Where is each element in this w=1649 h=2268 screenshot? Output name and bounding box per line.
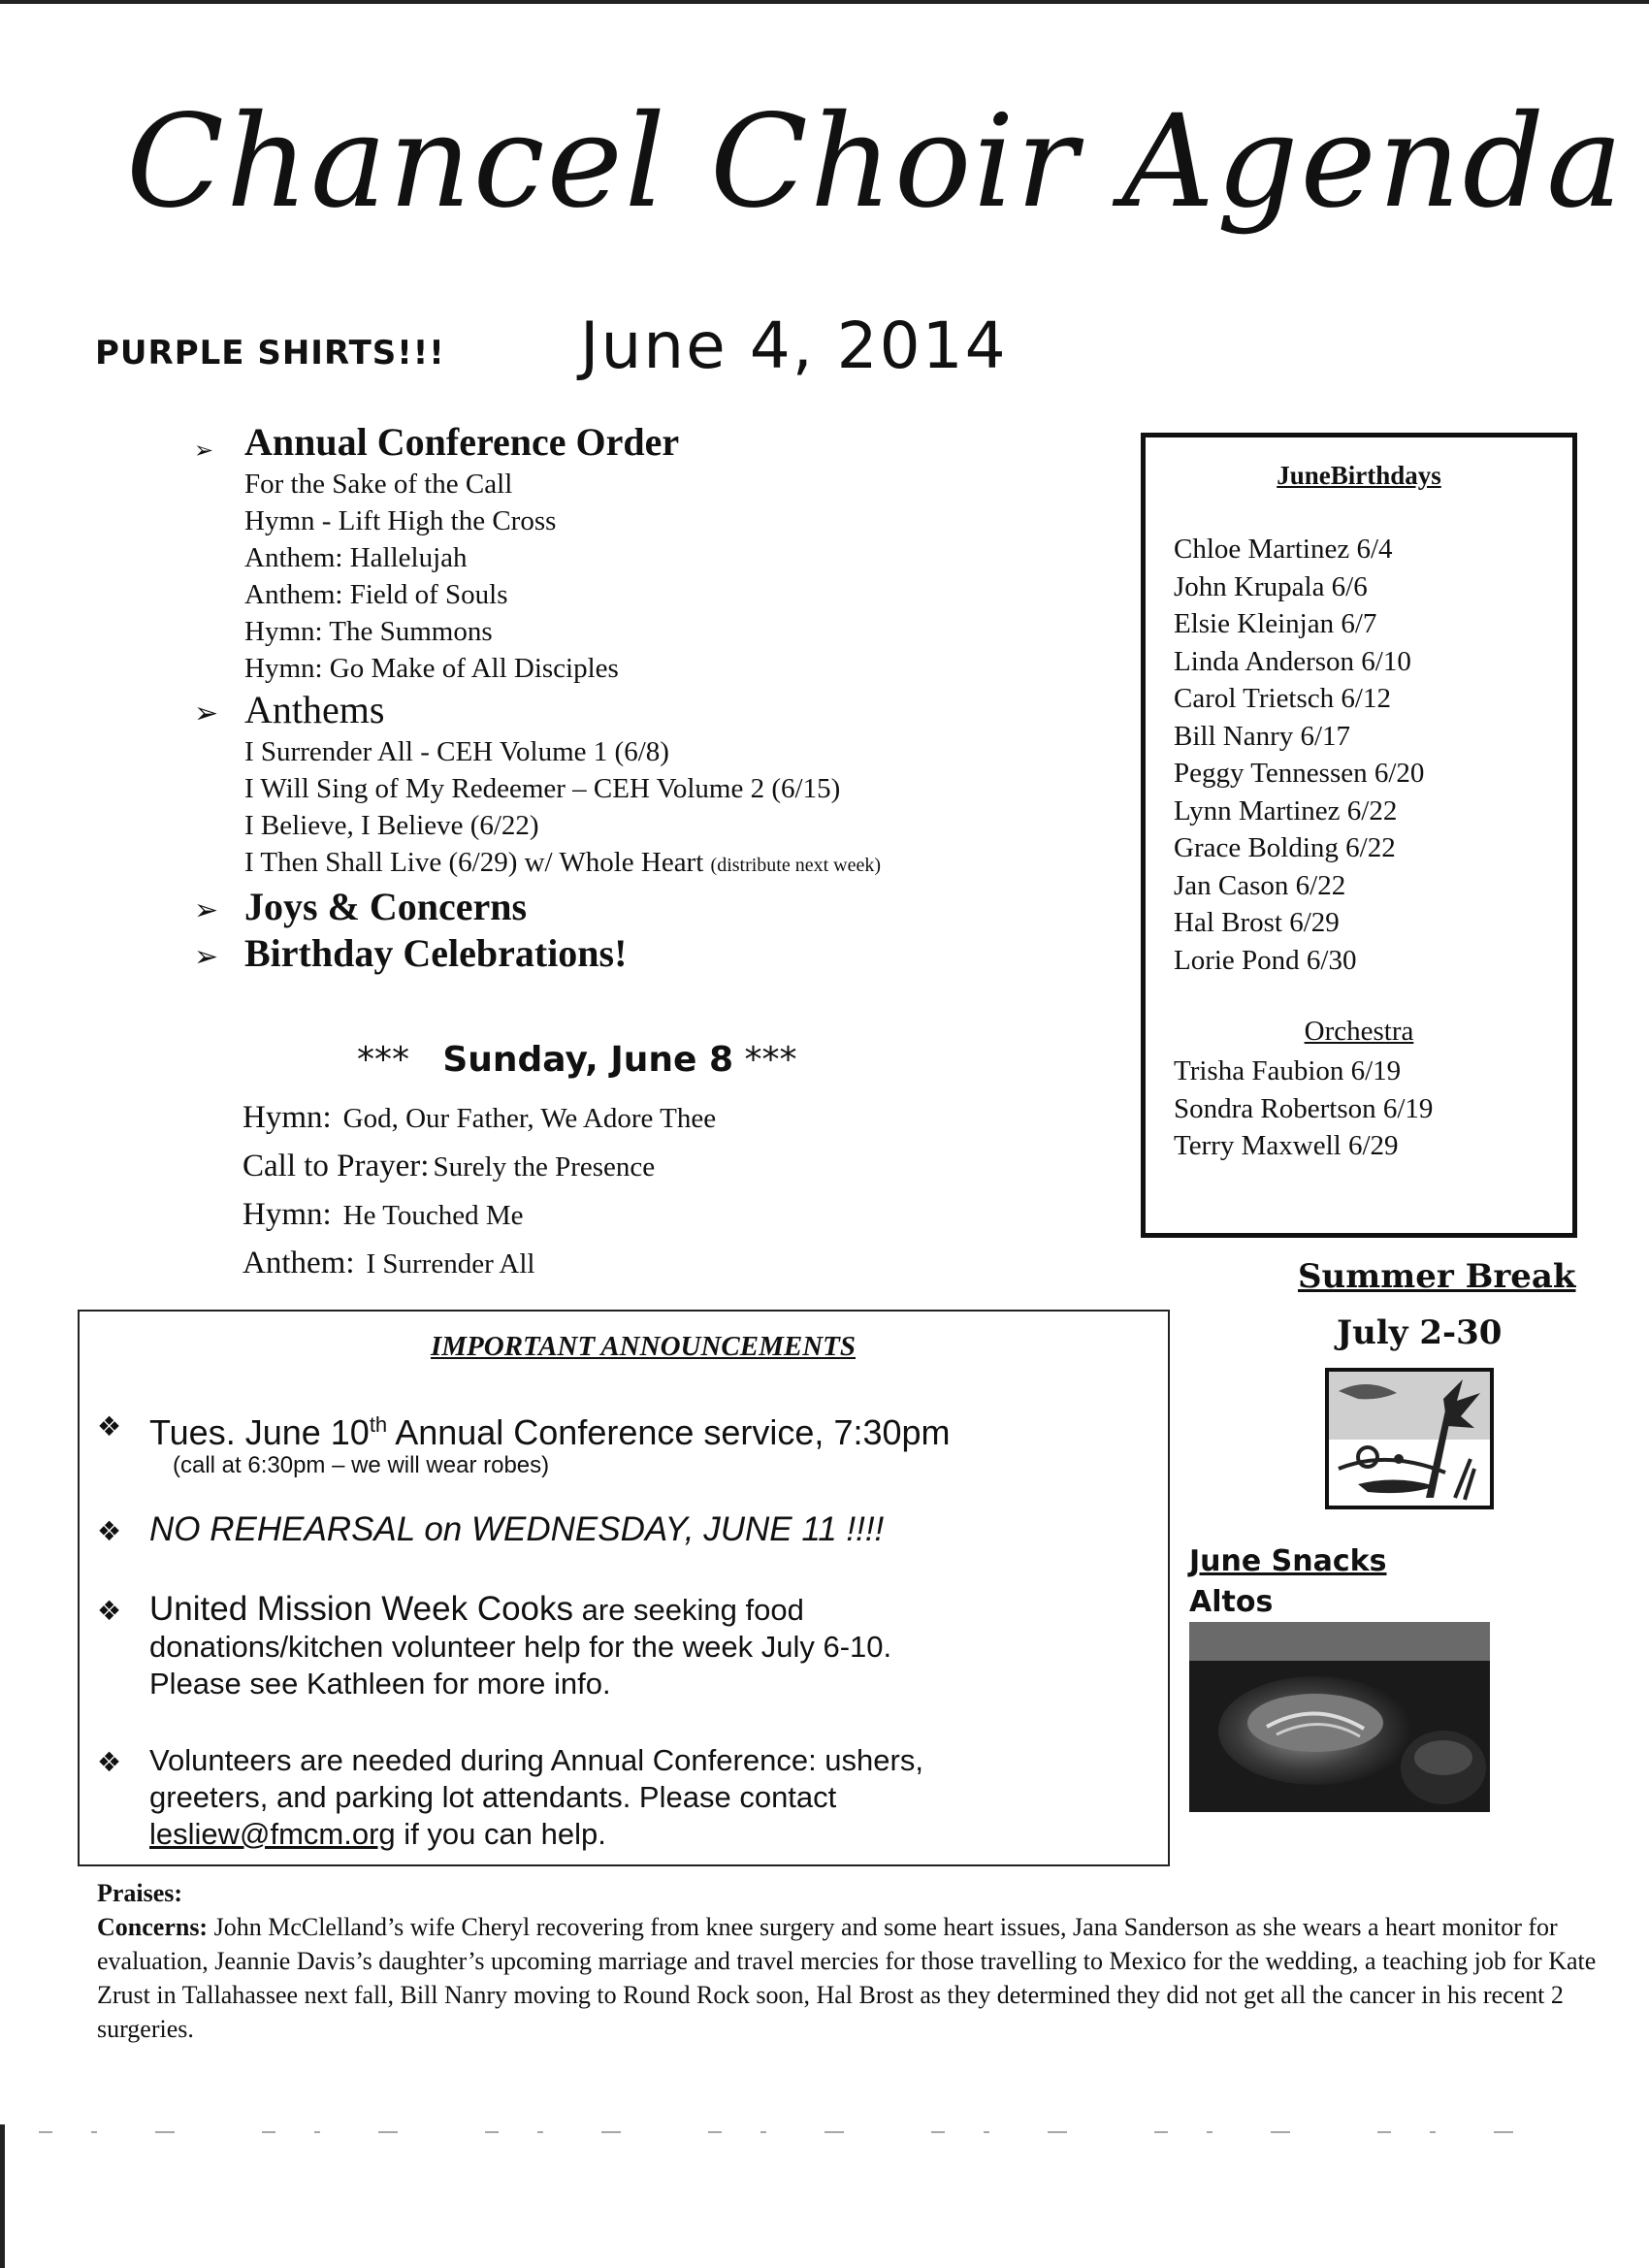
joys-heading: ➢ Joys & Concerns (194, 884, 1125, 930)
anthems-list (194, 733, 1125, 884)
list-item: Bill Nanry 6/17 (1174, 720, 1351, 752)
announcement-item: ❖ United Mission Week Cooks are seeking food donations/kitchen volunteer help for the week July 6-10. Please see Kathleen for more info. (97, 1590, 892, 1701)
birthdays-box (1141, 433, 1577, 1238)
list-item: Carol Trietsch 6/12 (1174, 683, 1391, 714)
sunday-heading: *** Sunday, June 8 *** (357, 1040, 797, 1080)
diamond-bullet-icon: ❖ (97, 1595, 122, 1627)
list-item: I Will Sing of My Redeemer – CEH Volume 2 (6/15) (244, 773, 841, 804)
sunday-order (242, 1096, 716, 1290)
arrow-bullet-icon: ➢ (194, 940, 219, 974)
distribution-note: (distribute next week) (710, 855, 882, 876)
conference-heading: ➢ Annual Conference Order (194, 419, 1125, 466)
snacks-assignee: Altos (1189, 1585, 1274, 1619)
birthdays-title: JuneBirthdays (1277, 461, 1441, 490)
sunday-row: Hymn: He Touched Me (242, 1197, 524, 1232)
list-item: Peggy Tennessen 6/20 (1174, 758, 1425, 789)
page-title: Chancel Choir Agenda (126, 87, 1625, 237)
arrow-bullet-icon: ➢ (194, 437, 214, 464)
scan-noise-line (39, 2130, 1581, 2134)
scan-edge-top (0, 0, 1649, 4)
list-item: Lorie Pond 6/30 (1174, 944, 1357, 976)
conference-list (194, 466, 1125, 687)
sunday-row: Anthem: I Surrender All (242, 1246, 535, 1280)
birthdays-list (1174, 531, 1424, 979)
announcement-item: ❖ NO REHEARSAL on WEDNESDAY, JUNE 11 !!!! (97, 1510, 885, 1548)
list-item: Grace Bolding 6/22 (1174, 832, 1396, 863)
list-item: Jan Cason 6/22 (1174, 869, 1346, 901)
birthday-celebrations-heading: ➢ Birthday Celebrations! (194, 930, 1125, 977)
list-item: Hymn - Lift High the Cross (244, 505, 557, 536)
list-item: Chloe Martinez 6/4 (1174, 534, 1393, 565)
list-item: Terry Maxwell 6/29 (1174, 1130, 1399, 1161)
list-item: Hymn: Go Make of All Disciples (244, 653, 619, 684)
orchestra-heading: Orchestra (1304, 1016, 1414, 1047)
sunday-row: Call to Prayer: Surely the Presence (242, 1149, 656, 1183)
announcements-title: IMPORTANT ANNOUNCEMENTS (430, 1331, 857, 1362)
summer-break-title: Summer Break (1298, 1257, 1576, 1296)
arrow-bullet-icon: ➢ (194, 893, 219, 927)
list-item: John Krupala 6/6 (1174, 570, 1368, 602)
list-item: Sondra Robertson 6/19 (1174, 1092, 1434, 1124)
concerns-paragraph: Concerns: John McClelland’s wife Cheryl recovering from knee surgery and some heart issues, Jana Sanderson as she wears a heart monitor for evaluation, Jeannie Davis’s daughter’s upcoming marriage and travel mercies for those travelling to Mexico for the wedding, a teaching job for Kate Zrust in Tallahassee next fall, Bill Nanry moving to Round Rock soon, Hal Brost as they determined they did not get all the cancer in his recent 2 surgeries. (97, 1913, 1597, 2043)
concerns-label: Concerns: (97, 1913, 209, 1941)
list-item: I Surrender All - CEH Volume 1 (6/8) (244, 736, 669, 767)
list-item: Anthem: Hallelujah (244, 542, 468, 573)
agenda (194, 419, 1125, 977)
list-item: Hymn: The Summons (244, 616, 493, 647)
prayer-section (97, 1876, 1610, 2046)
announcement-item: ❖ Tues. June 10th Annual Conference service, 7:30pm (call at 6:30pm – we will wear robes) (149, 1407, 1158, 1480)
arrow-bullet-icon: ➢ (194, 697, 219, 730)
list-item: Lynn Martinez 6/22 (1174, 794, 1398, 826)
diamond-bullet-icon: ❖ (97, 1515, 122, 1547)
anthems-heading: ➢ Anthems (194, 687, 1125, 733)
list-item: Linda Anderson 6/10 (1174, 645, 1411, 677)
meeting-date: June 4, 2014 (580, 308, 1008, 383)
announcement-subnote: (call at 6:30pm – we will wear robes) (173, 1452, 550, 1478)
list-item: Trisha Faubion 6/19 (1174, 1055, 1402, 1086)
diamond-bullet-icon: ❖ (97, 1746, 122, 1778)
list-item: Anthem: Field of Souls (244, 579, 508, 610)
announcements-box (78, 1310, 1170, 1866)
list-item: Hal Brost 6/29 (1174, 907, 1340, 938)
snacks-title: June Snacks (1189, 1544, 1387, 1578)
list-item: Elsie Kleinjan 6/7 (1174, 608, 1377, 639)
scan-edge-left (0, 2124, 5, 2268)
beach-clipart-icon (1325, 1368, 1494, 1509)
list-item: For the Sake of the Call (244, 469, 513, 500)
snack-food-photo (1189, 1622, 1490, 1812)
praises-label: Praises: (97, 1879, 183, 1907)
shirts-note: PURPLE SHIRTS!!! (95, 334, 445, 373)
announcement-item: ❖ Volunteers are needed during Annual Conference: ushers, greeters, and parking lot attendants. Please contact lesliew@fmcm.org if you can help. (97, 1743, 923, 1851)
summer-break-dates: July 2-30 (1337, 1313, 1503, 1352)
sunday-row: Hymn: God, Our Father, We Adore Thee (242, 1100, 717, 1135)
list-item: I Believe, I Believe (6/22) (244, 810, 539, 841)
contact-email-link[interactable]: lesliew@fmcm.org (149, 1817, 396, 1851)
orchestra-list (1174, 1053, 1433, 1165)
list-item: I Then Shall Live (6/29) w/ Whole Heart (distribute next week) (244, 847, 882, 878)
diamond-bullet-icon: ❖ (97, 1410, 122, 1442)
